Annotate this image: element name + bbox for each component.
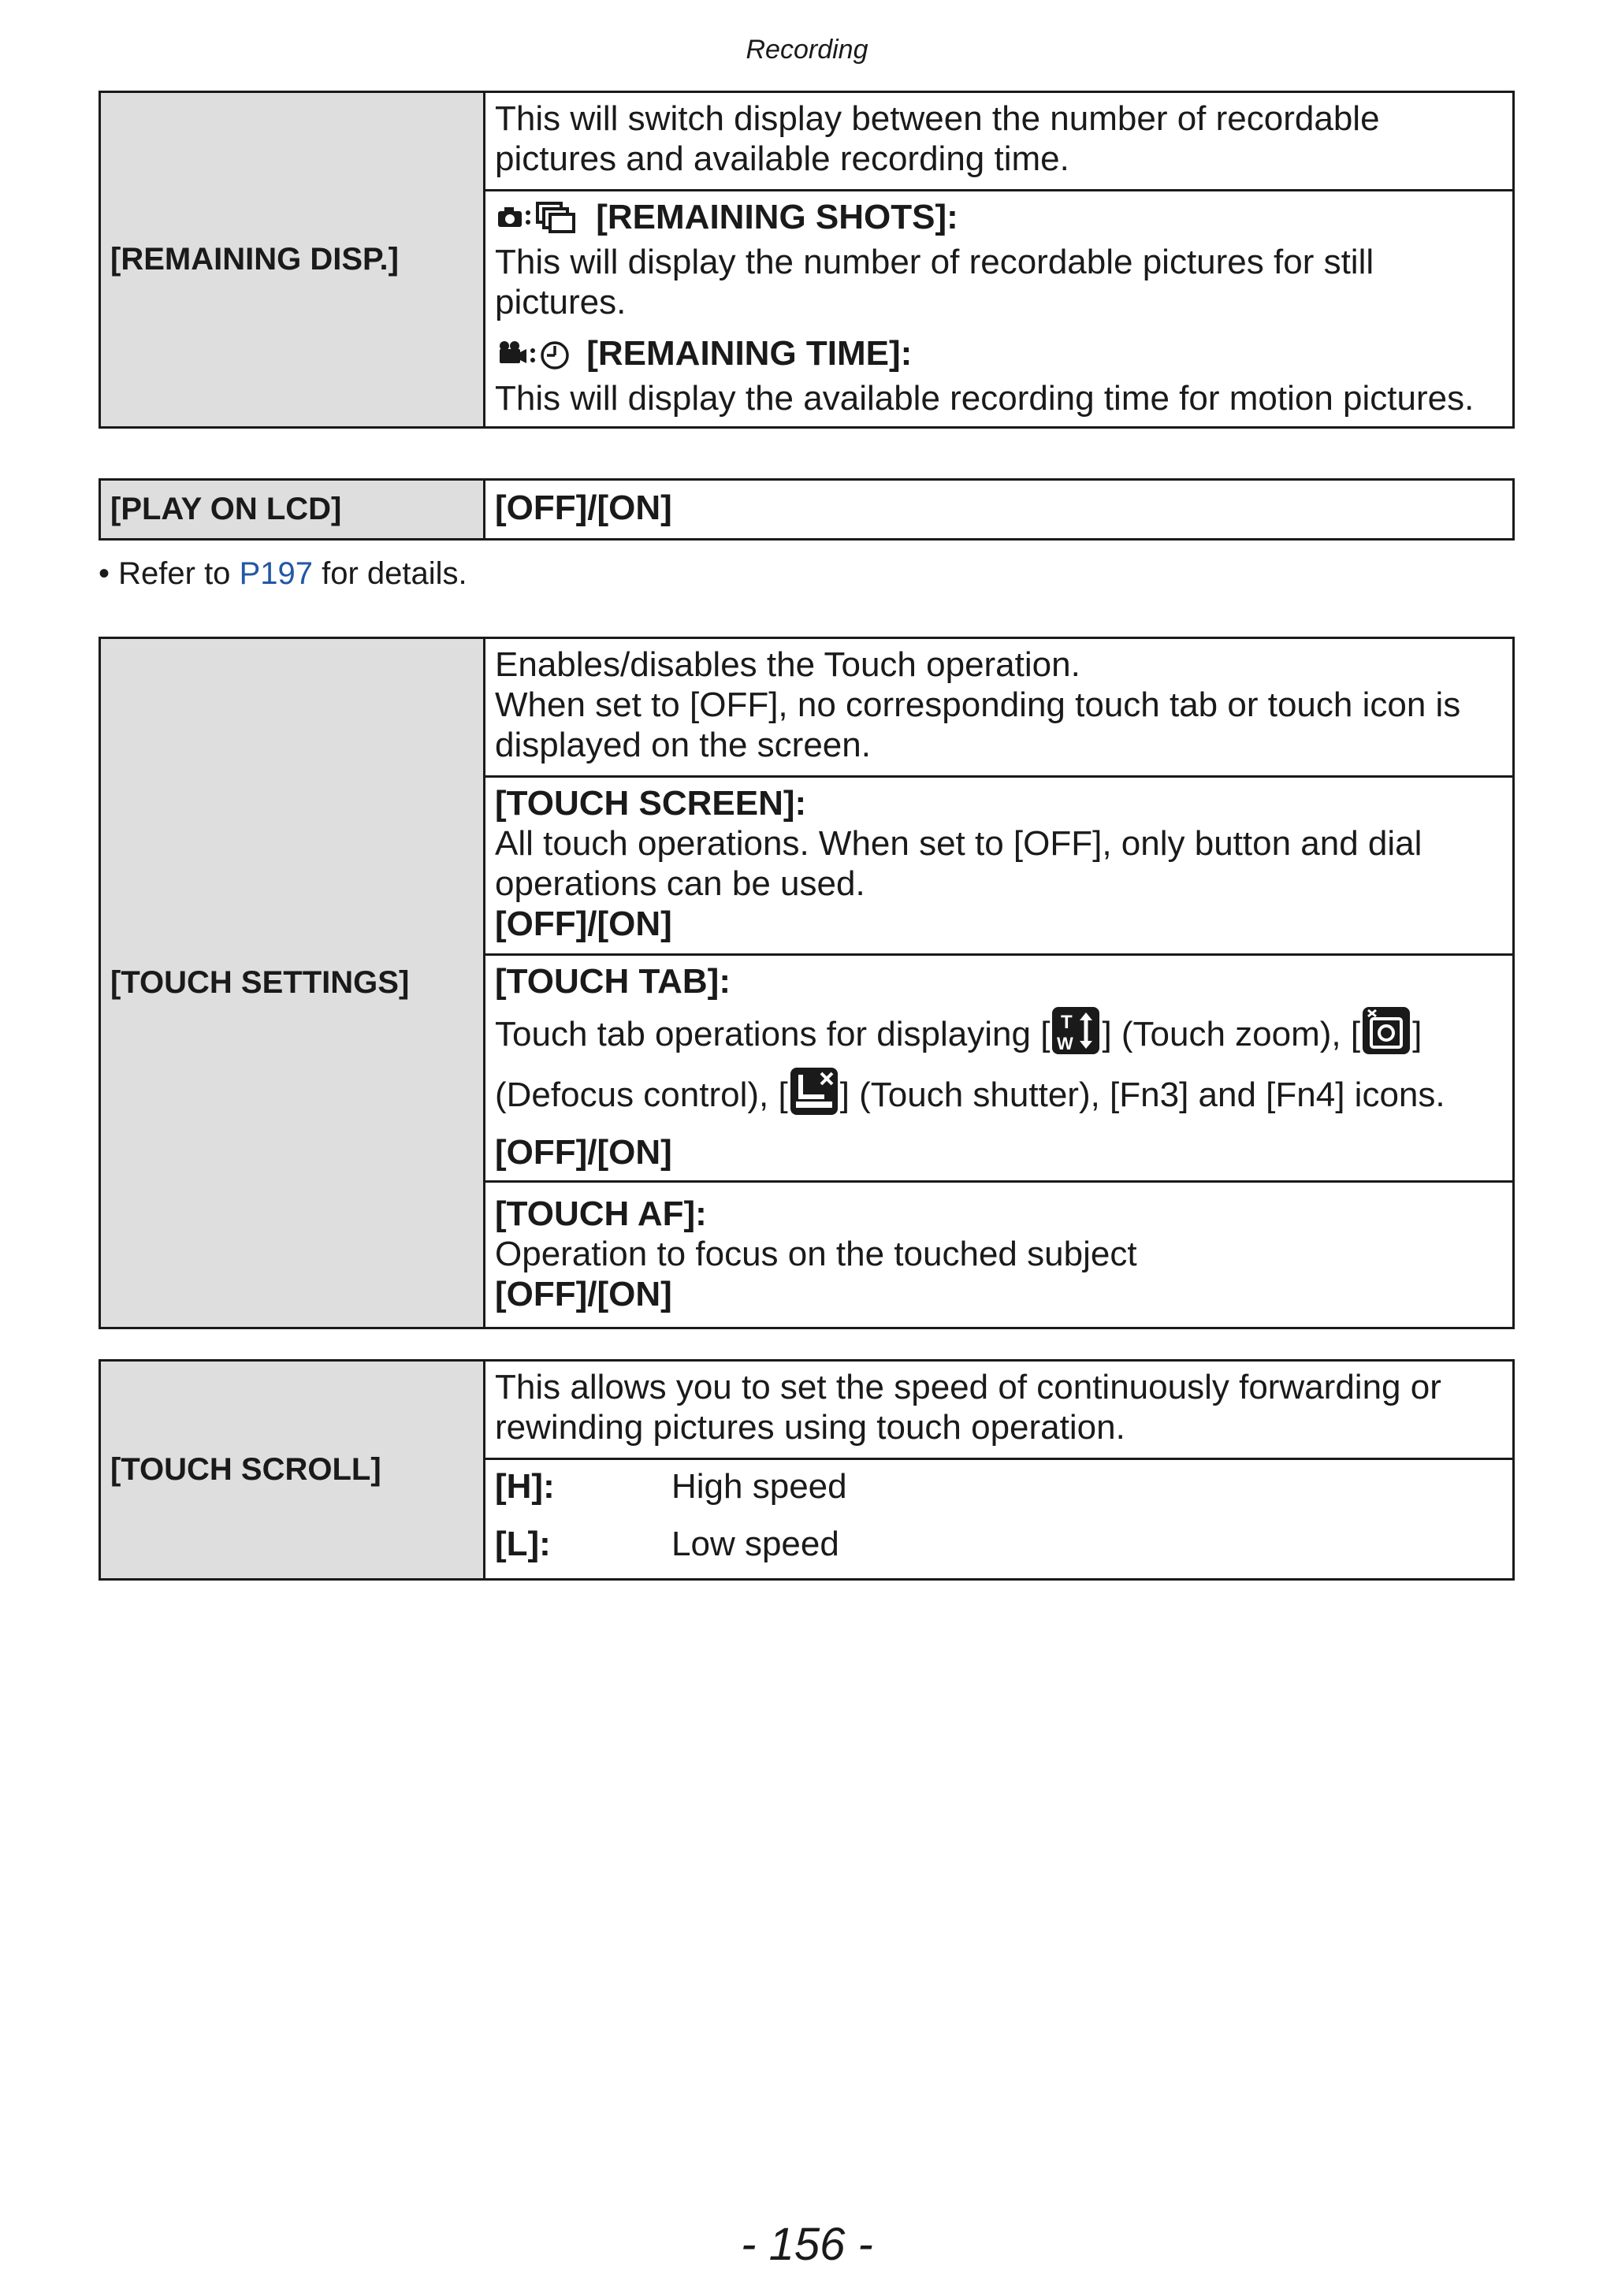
remaining-shots-title: [REMAINING SHOTS]:: [596, 198, 958, 236]
touch-tab-text-2: ] (Touch zoom), [: [1102, 1015, 1361, 1053]
svg-text:W: W: [1057, 1034, 1074, 1053]
touch-screen-value: [OFF]/[ON]: [495, 905, 672, 943]
touch-screen-text: All touch operations. When set to [OFF], only button and dial operations can be used.: [495, 824, 1422, 903]
remaining-disp-label: [REMAINING DISP.]: [100, 92, 485, 428]
note-prefix: Refer to: [118, 556, 231, 591]
speed-value-high: High speed: [671, 1467, 847, 1506]
defocus-icon: [1362, 1006, 1411, 1067]
touch-af-text: Operation to focus on the touched subject: [495, 1235, 1137, 1273]
speed-option-low: [495, 1521, 1503, 1578]
play-on-lcd-value: [OFF]/[ON]: [485, 480, 1514, 540]
touch-scroll-options: [485, 1459, 1514, 1580]
touch-screen-cell: [485, 777, 1514, 955]
touch-settings-intro: [485, 638, 1514, 777]
play-on-lcd-label: [PLAY ON LCD]: [100, 480, 485, 540]
movie-clock-icon: [495, 335, 577, 378]
touch-af-cell: [485, 1182, 1514, 1328]
remaining-disp-table: [99, 91, 1515, 429]
touch-settings-label: [TOUCH SETTINGS]: [100, 638, 485, 1328]
touch-scroll-table: [99, 1359, 1515, 1581]
touch-af-value: [OFF]/[ON]: [495, 1275, 672, 1313]
touch-af-title: [TOUCH AF]:: [495, 1194, 707, 1233]
touch-tab-text-3: ] (Defocus control), [: [495, 1015, 1422, 1114]
play-on-lcd-table: [99, 478, 1515, 541]
touch-tab-text-4: ] (Touch shutter), [Fn3] and [Fn4] icons.: [839, 1076, 1445, 1114]
svg-text:T: T: [1061, 1012, 1073, 1033]
touch-tab-text-1: Touch tab operations for displaying [: [495, 1015, 1051, 1053]
note-bullet: •: [99, 556, 110, 591]
touch-zoom-icon: [1051, 1006, 1100, 1067]
touch-tab-value: [OFF]/[ON]: [495, 1133, 672, 1172]
page-link-p197[interactable]: P197: [239, 556, 313, 591]
speed-key-high: [H]:: [495, 1467, 555, 1506]
remaining-disp-options: [485, 191, 1514, 428]
touch-scroll-label: [TOUCH SCROLL]: [100, 1361, 485, 1580]
remaining-time-title: [REMAINING TIME]:: [586, 334, 913, 373]
touch-screen-title: [TOUCH SCREEN]:: [495, 784, 807, 823]
touch-scroll-intro: This allows you to set the speed of continuously forwarding or rewinding pictures using touch operation.: [485, 1361, 1514, 1459]
reference-note: [99, 556, 467, 592]
touch-settings-table: [99, 637, 1515, 1329]
speed-value-low: Low speed: [671, 1525, 839, 1563]
touch-settings-intro-line2: When set to [OFF], no corresponding touch tab or touch icon is displayed on the screen.: [495, 685, 1461, 764]
touch-tab-cell: [485, 955, 1514, 1182]
page-number: - 156 -: [741, 2219, 873, 2270]
remaining-time-text: This will display the available recording time for motion pictures.: [495, 379, 1475, 418]
speed-option-high: [495, 1463, 1503, 1521]
page-header: Recording: [746, 35, 868, 65]
remaining-disp-intro: This will switch display between the number of recordable pictures and available recording time.: [485, 92, 1514, 191]
speed-key-low: [L]:: [495, 1525, 551, 1563]
touch-shutter-icon: [790, 1067, 839, 1128]
note-suffix: for details.: [322, 556, 467, 591]
remaining-shots-text: This will display the number of recordable pictures for still pictures.: [495, 243, 1374, 321]
touch-settings-intro-line1: Enables/disables the Touch operation.: [495, 645, 1080, 684]
camera-burst-icon: [495, 199, 586, 242]
touch-tab-title: [TOUCH TAB]:: [495, 962, 731, 1001]
